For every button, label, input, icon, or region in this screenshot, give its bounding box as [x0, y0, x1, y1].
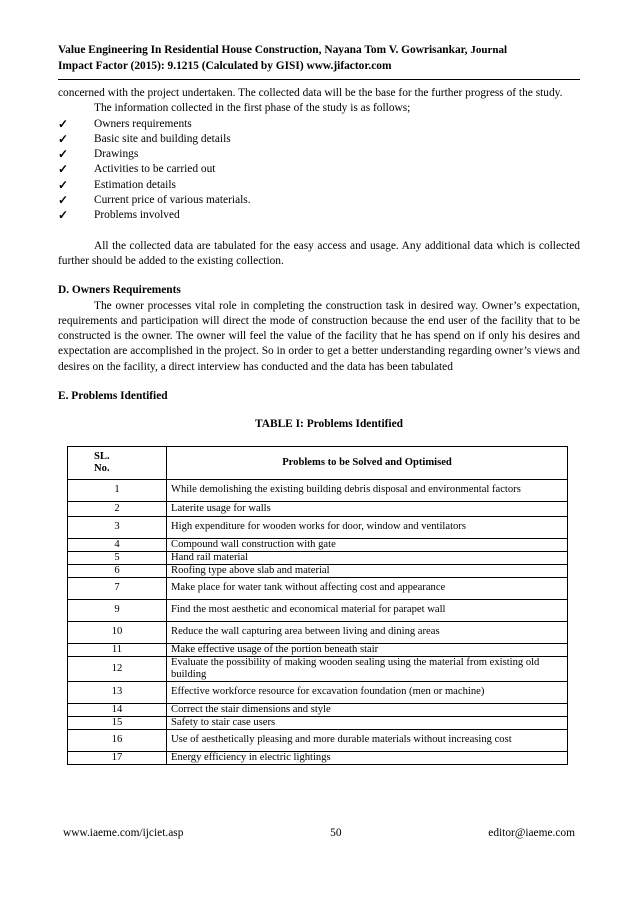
row-problem-text: High expenditure for wooden works for door, window and ventilators	[167, 516, 568, 538]
row-number: 4	[68, 538, 167, 551]
checklist-item	[58, 162, 580, 177]
table-row	[68, 577, 568, 599]
table-row	[68, 716, 568, 729]
section-d-body: The owner processes vital role in completing the construction task in desired way. Owner’s expectation, requirements and participation will direct the mode of construction because the end user of the facility that to be constructed is the owner. The owner will feel the value of the facility that he has spend on if only his desires and expectation are accomplished in the project. So in order to get a better understanding regarding owner’s views and desires on the facility, a direct interview has conducted and the data has been tabulated	[58, 299, 580, 373]
footer-url: www.iaeme.com/ijciet.asp	[63, 827, 184, 839]
row-number: 5	[68, 551, 167, 564]
row-number: 16	[68, 729, 167, 751]
row-number: 2	[68, 501, 167, 516]
collected-data-paragraph: All the collected data are tabulated for the easy access and usage. Any additional data which is collected further should be added to the existing collection.	[58, 239, 580, 267]
info-lead-paragraph: The information collected in the first phase of the study is as follows;	[94, 102, 411, 115]
row-problem-text: Effective workforce resource for excavation foundation (men or machine)	[167, 681, 568, 703]
row-problem-text: Hand rail material	[167, 551, 568, 564]
table-row	[68, 703, 568, 716]
checkmark-icon: ✓	[58, 147, 69, 162]
table-row	[68, 621, 568, 643]
row-problem-text: Safety to stair case users	[167, 716, 568, 729]
checkmark-icon: ✓	[58, 193, 69, 208]
row-problem-text: Correct the stair dimensions and style	[167, 703, 568, 716]
checklist-item-label: Activities to be carried out	[94, 163, 216, 176]
row-number: 7	[68, 577, 167, 599]
row-problem-text: Roofing type above slab and material	[167, 564, 568, 577]
row-problem-text: Use of aesthetically pleasing and more durable materials without increasing cost	[167, 729, 568, 751]
checklist-item-label: Current price of various materials.	[94, 194, 251, 207]
page-content	[58, 43, 580, 765]
table-row	[68, 479, 568, 501]
table-row	[68, 564, 568, 577]
checklist-item	[58, 178, 580, 193]
checklist-item	[58, 132, 580, 147]
row-problem-text: Evaluate the possibility of making wooden sealing using the material from existing old building	[167, 656, 568, 681]
row-number: 11	[68, 643, 167, 656]
checklist-item-label: Drawings	[94, 148, 139, 161]
table-row	[68, 751, 568, 764]
page-number: 50	[330, 827, 342, 839]
table-row	[68, 516, 568, 538]
checklist-item	[58, 147, 580, 162]
checklist-item	[58, 117, 580, 132]
info-checklist	[58, 117, 580, 224]
section-e-heading: E. Problems Identified	[58, 390, 168, 403]
checklist-item-label: Estimation details	[94, 178, 176, 191]
checklist-item	[58, 193, 580, 208]
row-number: 17	[68, 751, 167, 764]
checkmark-icon: ✓	[58, 116, 69, 131]
table-row	[68, 729, 568, 751]
table-row	[68, 538, 568, 551]
row-number: 3	[68, 516, 167, 538]
header-journal-word: Journal	[470, 44, 508, 56]
row-problem-text: Make place for water tank without affecting cost and appearance	[167, 577, 568, 599]
running-header	[58, 43, 580, 74]
row-number: 1	[68, 479, 167, 501]
col-problems-header: Problems to be Solved and Optimised	[167, 446, 568, 479]
row-problem-text: Laterite usage for walls	[167, 501, 568, 516]
page-footer	[63, 827, 575, 839]
table-row	[68, 501, 568, 516]
row-number: 15	[68, 716, 167, 729]
header-title: Value Engineering In Residential House Construction, Nayana Tom V. Gowrisankar,	[58, 44, 468, 56]
row-problem-text: Compound wall construction with gate	[167, 538, 568, 551]
row-problem-text: Find the most aesthetic and economical material for parapet wall	[167, 599, 568, 621]
row-problem-text: Reduce the wall capturing area between living and dining areas	[167, 621, 568, 643]
checklist-item-label: Basic site and building details	[94, 132, 231, 145]
header-rule	[58, 79, 580, 80]
checklist-item-label: Owners requirements	[94, 117, 192, 130]
header-line-1	[58, 43, 580, 59]
row-number: 9	[68, 599, 167, 621]
footer-email: editor@iaeme.com	[488, 827, 575, 839]
row-number: 6	[68, 564, 167, 577]
table-header-row	[68, 446, 568, 479]
table-body	[68, 479, 568, 764]
row-problem-text: While demolishing the existing building debris disposal and environmental factors	[167, 479, 568, 501]
table-row	[68, 656, 568, 681]
header-line-2: Impact Factor (2015): 9.1215 (Calculated by GISI) www.jifactor.com	[58, 59, 392, 72]
row-number: 12	[68, 656, 167, 681]
checkmark-icon: ✓	[58, 177, 69, 192]
checklist-item-label: Problems involved	[94, 209, 180, 222]
intro-paragraph: concerned with the project undertaken. The collected data will be the base for the further progress of the study.	[58, 87, 563, 99]
row-number: 14	[68, 703, 167, 716]
section-d-heading: D. Owners Requirements	[58, 284, 181, 297]
checkmark-icon: ✓	[58, 131, 69, 146]
row-problem-text: Energy efficiency in electric lightings	[167, 751, 568, 764]
col-sl-no-header: SL. No.	[68, 446, 167, 479]
row-number: 13	[68, 681, 167, 703]
checkmark-icon: ✓	[58, 162, 69, 177]
problems-table	[67, 446, 568, 765]
table-row	[68, 643, 568, 656]
table-row	[68, 551, 568, 564]
table-caption: TABLE I: Problems Identified	[255, 418, 403, 431]
checklist-item	[58, 208, 580, 223]
checkmark-icon: ✓	[58, 208, 69, 223]
row-number: 10	[68, 621, 167, 643]
table-row	[68, 599, 568, 621]
row-problem-text: Make effective usage of the portion beneath stair	[167, 643, 568, 656]
table-row	[68, 681, 568, 703]
